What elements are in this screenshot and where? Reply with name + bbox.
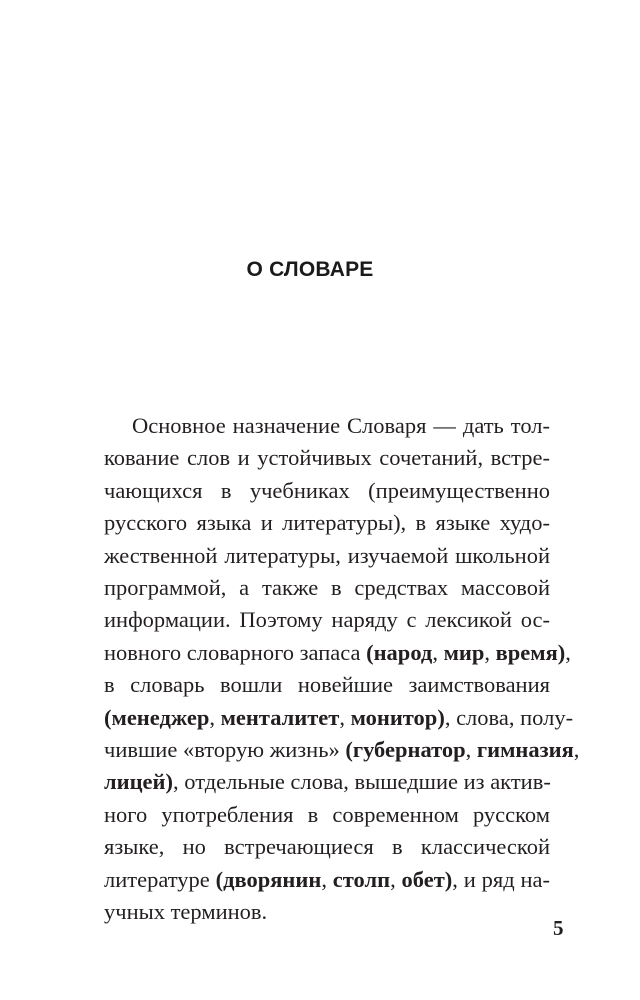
bold-term: столп [332,866,391,892]
text-segment: русского языка и литературы), в языке худо- [104,510,550,536]
text-segment: Основное назначение Словаря — дать тол- [132,413,550,438]
text-line [104,604,550,636]
text-line [104,475,550,507]
text-line [104,896,550,928]
bold-term: гимназия [476,737,574,763]
text-segment: литературе [104,866,216,892]
text-line [104,831,550,863]
bold-term: (дворянин [215,866,322,892]
text-segment: , [390,866,402,892]
bold-term: лицей) [104,769,173,795]
text-segment: кование слов и устойчивых сочетаний, встре- [104,445,550,471]
bold-term: время) [495,639,566,665]
text-segment: , и ряд на- [452,866,551,892]
text-segment: ного употребления в современном русском [104,801,550,827]
text-segment: , [573,737,580,763]
bold-term: менталитет [220,704,340,730]
section-title: О СЛОВАРЕ [246,258,374,281]
text-segment: жественной литературы, изучаемой школьной [104,542,550,568]
text-line [104,702,574,734]
text-segment: чившие «вторую жизнь» [104,737,346,763]
text-segment: , [321,866,333,892]
text-segment: в словарь вошли новейшие заимствования [104,672,550,698]
text-line [104,410,550,442]
text-line [104,637,571,669]
bold-term: монитор) [350,704,445,730]
bold-term: обет) [401,866,453,892]
body-paragraph [104,410,580,929]
text-segment: информации. Поэтому наряду с лексикой ос- [104,607,550,633]
text-line [104,507,550,539]
text-line [104,766,550,798]
text-segment: , [565,639,571,665]
bold-term: мир [443,639,485,665]
text-line [104,864,550,896]
text-segment: , [432,639,444,665]
text-segment: учных терминов. [104,899,268,925]
text-line [104,572,550,604]
text-segment: чающихся в учебниках (преимущественно [104,477,550,503]
text-segment: , [209,704,221,730]
bold-term: (менеджер [104,704,210,730]
text-segment: новного словарного запаса [104,639,367,665]
text-line [104,442,550,474]
text-line [104,669,550,701]
text-line [104,734,580,766]
text-segment: , [339,704,351,730]
text-segment: , [484,639,496,665]
text-segment: , слова, полу- [444,704,574,730]
text-segment: программой, а также в средствах массовой [104,575,550,601]
text-segment: языке, но встречающиеся в классической [104,834,550,860]
text-line [104,540,550,572]
text-segment: , отдельные слова, вышедшие из актив- [173,769,551,795]
bold-term: (губернатор [345,737,466,763]
page-number: 5 [553,916,564,940]
text-line [104,799,550,831]
bold-term: (народ [366,639,433,665]
text-segment: , [465,737,477,763]
